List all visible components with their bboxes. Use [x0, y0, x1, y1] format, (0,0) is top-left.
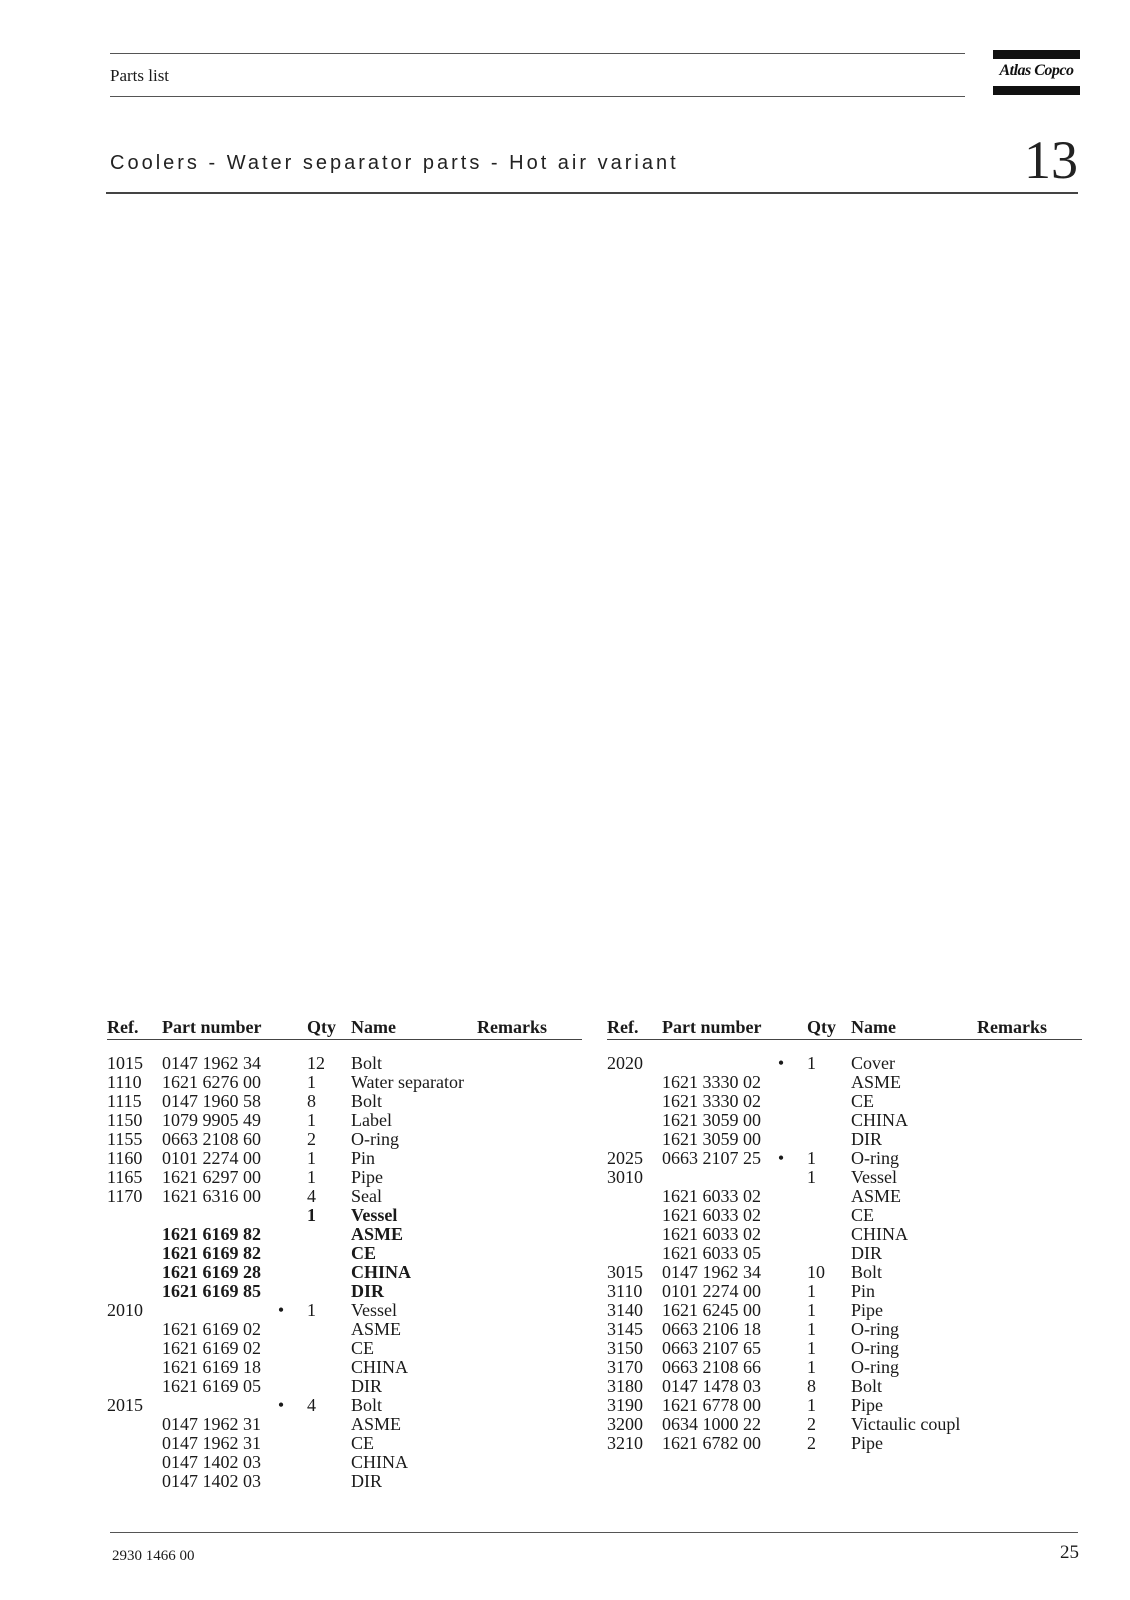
cell-part-number: 0663 2107 25	[662, 1148, 761, 1168]
table-row	[607, 1434, 1082, 1453]
table-row	[107, 1301, 582, 1320]
header-remarks: Remarks	[477, 1017, 547, 1037]
table-header	[107, 1017, 582, 1040]
cell-part-number: 0663 2106 18	[662, 1319, 761, 1339]
cell-ref: 3200	[607, 1414, 643, 1434]
header-name: Name	[851, 1017, 896, 1037]
cell-part-number: 1621 6778 00	[662, 1395, 761, 1415]
cell-qty: 12	[307, 1053, 325, 1073]
cell-part-number: 0101 2274 00	[662, 1281, 761, 1301]
table-row	[607, 1282, 1082, 1301]
header-qty: Qty	[807, 1017, 836, 1037]
cell-marker: •	[777, 1053, 785, 1073]
cell-name: Vessel	[351, 1300, 397, 1320]
cell-part-number: 1621 6245 00	[662, 1300, 761, 1320]
cell-ref: 1015	[107, 1053, 143, 1073]
cell-name: Pipe	[851, 1395, 884, 1415]
cell-qty: 1	[807, 1281, 816, 1301]
cell-name: O-ring	[851, 1357, 899, 1377]
table-row	[107, 1472, 582, 1491]
cell-part-number: 1621 3059 00	[662, 1129, 761, 1149]
cell-ref: 3170	[607, 1357, 643, 1377]
cell-name: Pipe	[351, 1167, 384, 1187]
cell-ref: 3190	[607, 1395, 643, 1415]
header-qty: Qty	[307, 1017, 336, 1037]
cell-part-number: 0663 2108 60	[162, 1129, 261, 1149]
cell-name: Pipe	[851, 1300, 884, 1320]
cell-qty: 8	[307, 1091, 316, 1111]
cell-qty: 8	[807, 1376, 816, 1396]
cell-name: ASME	[351, 1319, 402, 1339]
cell-part-number: 0147 1478 03	[662, 1376, 761, 1396]
cell-qty: 4	[307, 1186, 316, 1206]
cell-qty: 4	[307, 1395, 316, 1415]
cell-name: ASME	[851, 1186, 902, 1206]
table-row	[107, 1130, 582, 1149]
cell-qty: 1	[307, 1148, 316, 1168]
cell-marker: •	[777, 1148, 785, 1168]
table-row	[607, 1244, 1082, 1263]
table-row	[107, 1396, 582, 1415]
cell-qty: 1	[807, 1167, 816, 1187]
cell-qty: 10	[807, 1262, 825, 1282]
cell-qty: 2	[307, 1129, 316, 1149]
cell-part-number: 1621 6169 18	[162, 1357, 261, 1377]
table-row	[107, 1244, 582, 1263]
cell-name: CE	[351, 1243, 377, 1263]
page-number: 25	[1060, 1542, 1079, 1563]
table-row	[607, 1187, 1082, 1206]
cell-part-number: 1621 3330 02	[662, 1091, 761, 1111]
cell-ref: 1165	[107, 1167, 143, 1187]
cell-name: CHINA	[351, 1357, 408, 1377]
cell-qty: 1	[807, 1357, 816, 1377]
cell-name: O-ring	[851, 1319, 899, 1339]
cell-part-number: 0147 1962 34	[662, 1262, 761, 1282]
cell-qty: 1	[307, 1205, 316, 1225]
cell-part-number: 0147 1402 03	[162, 1452, 261, 1472]
cell-name: Bolt	[351, 1053, 383, 1073]
table-row	[607, 1358, 1082, 1377]
parts-table-left	[107, 1017, 582, 1491]
cell-qty: 1	[807, 1319, 816, 1339]
cell-qty: 1	[807, 1395, 816, 1415]
table-row	[107, 1149, 582, 1168]
cell-part-number: 1621 6169 28	[162, 1262, 261, 1282]
table-row	[607, 1301, 1082, 1320]
cell-part-number: 1621 6297 00	[162, 1167, 261, 1187]
cell-qty: 2	[807, 1433, 816, 1453]
table-row	[107, 1415, 582, 1434]
table-row	[607, 1377, 1082, 1396]
cell-ref: 3145	[607, 1319, 643, 1339]
cell-part-number: 0101 2274 00	[162, 1148, 261, 1168]
cell-name: DIR	[351, 1281, 385, 1301]
cell-ref: 2025	[607, 1148, 643, 1168]
cell-ref: 1150	[107, 1110, 143, 1130]
cell-ref: 2010	[107, 1300, 143, 1320]
table-row	[107, 1073, 582, 1092]
cell-marker: •	[277, 1395, 285, 1415]
header-ref: Ref.	[107, 1017, 139, 1037]
table-row	[607, 1263, 1082, 1282]
cell-part-number: 1621 6033 02	[662, 1186, 761, 1206]
cell-name: O-ring	[351, 1129, 399, 1149]
table-row	[107, 1282, 582, 1301]
cell-ref: 2015	[107, 1395, 143, 1415]
table-row	[107, 1339, 582, 1358]
header-ref: Ref.	[607, 1017, 639, 1037]
cell-part-number: 1621 6033 05	[662, 1243, 761, 1263]
cell-name: CHINA	[851, 1110, 908, 1130]
cell-part-number: 0147 1960 58	[162, 1091, 261, 1111]
cell-name: CE	[851, 1091, 875, 1111]
table-row	[607, 1320, 1082, 1339]
cell-part-number: 0663 2108 66	[662, 1357, 761, 1377]
table-row	[607, 1073, 1082, 1092]
cell-ref: 3015	[607, 1262, 643, 1282]
cell-name: CE	[351, 1433, 375, 1453]
cell-name: ASME	[851, 1072, 902, 1092]
cell-part-number: 1621 6169 82	[162, 1224, 261, 1244]
cell-part-number: 1621 6169 05	[162, 1376, 261, 1396]
table-row	[107, 1111, 582, 1130]
table-header	[607, 1017, 1082, 1040]
header-part-number: Part number	[162, 1017, 262, 1037]
cell-part-number: 1621 6169 85	[162, 1281, 261, 1301]
cell-name: ASME	[351, 1224, 404, 1244]
cell-name: DIR	[351, 1376, 382, 1396]
cell-name: CHINA	[351, 1452, 408, 1472]
cell-ref: 1160	[107, 1148, 143, 1168]
logo-bar-top	[993, 50, 1080, 59]
cell-part-number: 1621 6169 02	[162, 1338, 261, 1358]
cell-name: CHINA	[851, 1224, 908, 1244]
cell-ref: 1170	[107, 1186, 143, 1206]
cell-part-number: 1621 3330 02	[662, 1072, 761, 1092]
cell-name: Vessel	[351, 1205, 398, 1225]
table-row	[107, 1225, 582, 1244]
cell-name: ASME	[351, 1414, 402, 1434]
cell-name: CE	[351, 1338, 375, 1358]
table-row	[107, 1168, 582, 1187]
chapter-number: 13	[1024, 130, 1078, 190]
cell-part-number: 0147 1962 34	[162, 1053, 261, 1073]
table-row	[607, 1111, 1082, 1130]
table-row	[107, 1377, 582, 1396]
table-row	[607, 1149, 1082, 1168]
cell-qty: 1	[307, 1300, 316, 1320]
cell-name: Pin	[351, 1148, 376, 1168]
atlas-copco-logo	[993, 50, 1080, 95]
cell-part-number: 1621 6782 00	[662, 1433, 761, 1453]
cell-part-number: 0147 1962 31	[162, 1433, 261, 1453]
table-body	[107, 1054, 582, 1491]
cell-name: DIR	[351, 1471, 382, 1491]
table-row	[607, 1415, 1082, 1434]
cell-name: Bolt	[351, 1091, 383, 1111]
cell-ref: 2020	[607, 1053, 643, 1073]
cell-part-number: 1621 6169 02	[162, 1319, 261, 1339]
cell-name: Bolt	[351, 1395, 383, 1415]
cell-name: Bolt	[851, 1262, 883, 1282]
table-row	[107, 1263, 582, 1282]
cell-part-number: 1621 6276 00	[162, 1072, 261, 1092]
cell-part-number: 1621 6033 02	[662, 1205, 761, 1225]
title-rule	[106, 192, 1078, 194]
table-row	[607, 1339, 1082, 1358]
cell-ref: 1110	[107, 1072, 142, 1092]
cell-ref: 3180	[607, 1376, 643, 1396]
cell-part-number: 1621 6169 82	[162, 1243, 261, 1263]
cell-name: Label	[351, 1110, 392, 1130]
cell-ref: 1155	[107, 1129, 143, 1149]
cell-qty: 1	[307, 1110, 316, 1130]
table-row	[107, 1320, 582, 1339]
cell-name: O-ring	[851, 1148, 899, 1168]
cell-qty: 1	[807, 1300, 816, 1320]
cell-ref: 3110	[607, 1281, 643, 1301]
table-row	[607, 1130, 1082, 1149]
cell-ref: 3010	[607, 1167, 643, 1187]
cell-qty: 1	[807, 1053, 816, 1073]
table-row	[607, 1092, 1082, 1111]
logo-bar-bottom	[993, 86, 1080, 95]
table-row	[607, 1225, 1082, 1244]
cell-qty: 1	[807, 1148, 816, 1168]
table-row	[107, 1092, 582, 1111]
table-body	[607, 1054, 1082, 1453]
cell-qty: 1	[307, 1167, 316, 1187]
cell-name: CHINA	[351, 1262, 412, 1282]
table-row	[607, 1206, 1082, 1225]
cell-part-number: 1621 6033 02	[662, 1224, 761, 1244]
header-remarks: Remarks	[977, 1017, 1047, 1037]
cell-ref: 3150	[607, 1338, 643, 1358]
cell-name: Victaulic coupl	[851, 1414, 961, 1434]
cell-part-number: 0147 1402 03	[162, 1471, 261, 1491]
table-row	[107, 1187, 582, 1206]
cell-name: Bolt	[851, 1376, 883, 1396]
cell-name: Cover	[851, 1053, 895, 1073]
cell-name: DIR	[851, 1129, 882, 1149]
document-number: 2930 1466 00	[112, 1548, 195, 1564]
table-row	[607, 1168, 1082, 1187]
page-title: Coolers - Water separator parts - Hot air variant	[110, 152, 679, 174]
cell-qty: 1	[307, 1072, 316, 1092]
table-row	[107, 1453, 582, 1472]
table-row	[107, 1054, 582, 1073]
section-label: Parts list	[110, 66, 170, 85]
parts-table-right	[607, 1017, 1082, 1453]
cell-part-number: 0634 1000 22	[662, 1414, 761, 1434]
table-row	[607, 1054, 1082, 1073]
figure-area	[106, 200, 1078, 1000]
cell-marker: •	[277, 1300, 285, 1320]
cell-part-number: 0147 1962 31	[162, 1414, 261, 1434]
cell-part-number: 1621 3059 00	[662, 1110, 761, 1130]
cell-name: O-ring	[851, 1338, 899, 1358]
cell-name: Pin	[851, 1281, 876, 1301]
cell-name: CE	[851, 1205, 875, 1225]
cell-name: Seal	[351, 1186, 382, 1206]
cell-ref: 3210	[607, 1433, 643, 1453]
logo-wordmark: Atlas Copco	[999, 62, 1074, 79]
header-name: Name	[351, 1017, 396, 1037]
cell-part-number: 0663 2107 65	[662, 1338, 761, 1358]
cell-qty: 1	[807, 1338, 816, 1358]
table-row	[107, 1434, 582, 1453]
header-part-number: Part number	[662, 1017, 762, 1037]
cell-name: DIR	[851, 1243, 882, 1263]
cell-name: Water separator	[351, 1072, 464, 1092]
cell-part-number: 1621 6316 00	[162, 1186, 261, 1206]
table-row	[107, 1206, 582, 1225]
table-row	[607, 1396, 1082, 1415]
header-rule-bottom	[110, 96, 965, 97]
cell-name: Pipe	[851, 1433, 884, 1453]
header-rule-top	[110, 53, 965, 54]
cell-ref: 1115	[107, 1091, 142, 1111]
cell-name: Vessel	[851, 1167, 897, 1187]
cell-ref: 3140	[607, 1300, 643, 1320]
cell-part-number: 1079 9905 49	[162, 1110, 261, 1130]
footer-rule	[110, 1532, 1078, 1533]
cell-qty: 2	[807, 1414, 816, 1434]
table-row	[107, 1358, 582, 1377]
